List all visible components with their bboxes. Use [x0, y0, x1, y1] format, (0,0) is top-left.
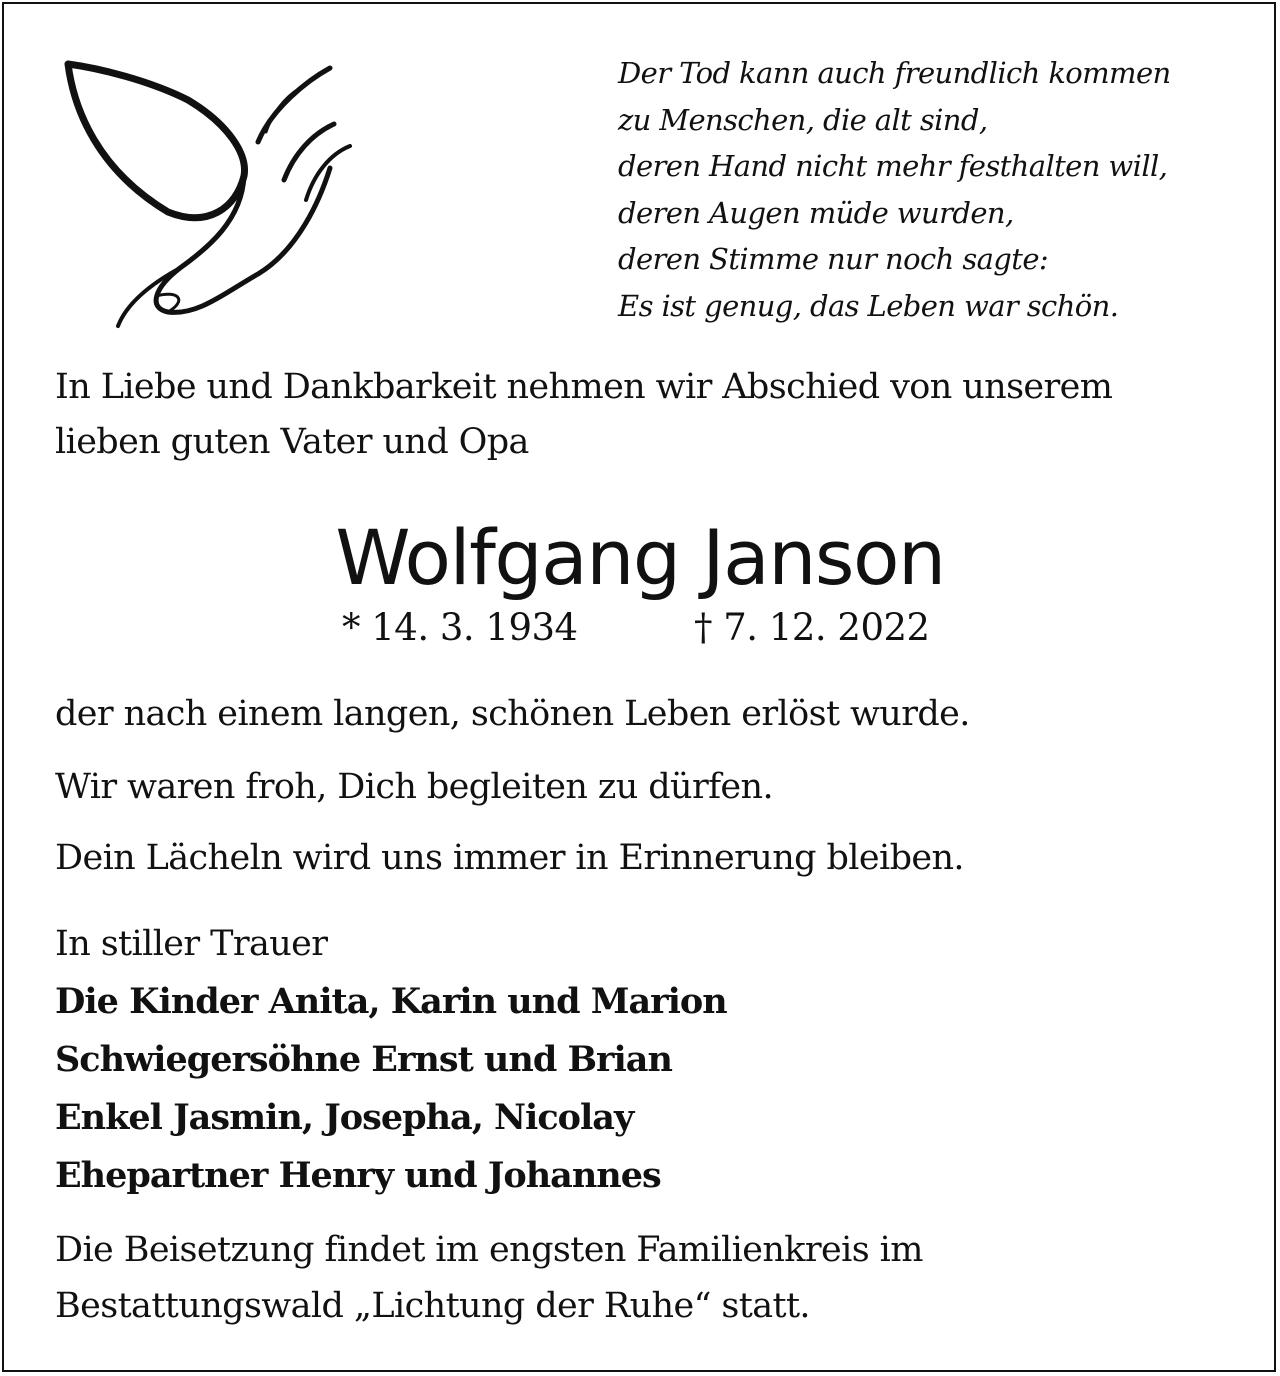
- mourner-line: Schwiegersöhne Ernst und Brian: [55, 1039, 672, 1080]
- body-line: Dein Lächeln wird uns immer in Erinnerung bleiben.: [55, 838, 964, 878]
- death-date: † 7. 12. 2022: [694, 606, 930, 649]
- deceased-name: Wolfgang Janson: [335, 513, 945, 602]
- intro-text: [55, 360, 1245, 470]
- burial-line: Bestattungswald „Lichtung der Ruhe“ statt.: [55, 1286, 810, 1326]
- poem-line: Der Tod kann auch freundlich kommen: [618, 56, 1171, 90]
- burial-info: [55, 1222, 923, 1334]
- intro-line: lieben guten Vater und Opa: [55, 422, 529, 462]
- poem: [618, 50, 1258, 329]
- poem-line: deren Stimme nur noch sagte:: [618, 242, 1049, 276]
- body-line: der nach einem langen, schönen Leben erlöst wurde.: [55, 694, 970, 734]
- mourner-line: Ehepartner Henry und Johannes: [55, 1155, 661, 1196]
- body-line: Wir waren froh, Dich begleiten zu dürfen.: [55, 767, 774, 807]
- poem-line: zu Menschen, die alt sind,: [618, 102, 988, 137]
- intro-line: In Liebe und Dankbarkeit nehmen wir Abschied von unserem: [55, 367, 1113, 407]
- mourner-line: Die Kinder Anita, Karin und Marion: [55, 981, 727, 1022]
- poem-line: deren Augen müde wurden,: [618, 195, 1014, 230]
- mourners-block: [55, 915, 727, 1205]
- dove-icon: [58, 50, 358, 340]
- mourner-line: Enkel Jasmin, Josepha, Nicolay: [55, 1097, 634, 1138]
- mourners-heading: In stiller Trauer: [55, 924, 328, 964]
- poem-line: deren Hand nicht mehr festhalten will,: [618, 149, 1168, 183]
- poem-line: Es ist genug, das Leben war schön.: [618, 288, 1119, 323]
- birth-date: * 14. 3. 1934: [342, 606, 578, 649]
- burial-line: Die Beisetzung findet im engsten Familienkreis im: [55, 1230, 923, 1270]
